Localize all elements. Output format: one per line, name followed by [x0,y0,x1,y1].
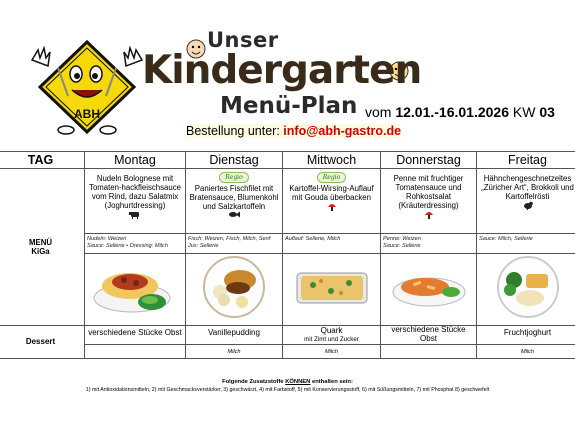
day-header-thursday: Donnerstag [381,152,477,169]
week-range [365,104,555,120]
dessert-allergen-thursday [381,345,477,359]
allergen-line: Sauce: Milch, Sellerie [479,236,533,242]
dish-text-wednesday: Kartoffel-Wirsing-Auflauf mit Gouda überbacken [289,184,374,202]
allergen-cell-thursday [381,234,477,254]
dish-text-monday: Nudeln Bolognese mit Tomaten-hackfleischsauce vom Rind, dazu Salatmix (Joghurtdressing) [89,174,181,210]
header [0,0,575,150]
additives-title-pre: Folgende Zusatzstoffe [222,379,284,385]
order-line [186,124,401,138]
menu-label: MENÜ [29,238,52,247]
dish-cell-thursday [381,169,477,234]
allergen-line: Auflauf: Sellerie, Milch [285,236,341,242]
dessert-cell-monday [85,326,186,345]
dessert-text-monday: verschiedene Stücke Obst [88,328,182,337]
dessert-text-friday: Fruchtjoghurt [503,328,552,337]
allergen-cell-tuesday [186,234,283,254]
casserole-image [291,265,373,309]
allergen-cell-wednesday [283,234,381,254]
food-image-monday [85,254,186,326]
mascot-label: ABH [74,107,100,121]
food-image-wednesday [283,254,381,326]
additives-list: 1) mit Antioxidationsmitteln, 2) mit Geschmacksverstärker, 3) geschwärzt, 4) mit Farbstoff, 5) mit Konservierungsstoff, 6) mit Süßungsmitteln, 7) mit Phosphat 8) geschwefelt [85,387,490,393]
mushroom-icon [327,202,337,211]
additives-title-post: enthalten sein: [311,379,353,385]
day-header-wednesday: Mittwoch [283,152,381,169]
dessert-cell-tuesday [186,326,283,345]
dessert-allergen-row [0,345,575,359]
fish-plate-image [194,254,274,320]
dessert-allergen-friday: Milch [477,345,575,359]
dish-text-thursday: Penne mit fruchtiger Tomatensauce und Rohkostsalat (Kräuterdressing) [393,174,464,210]
dish-text-friday: Hähnchengeschnetzeltes „Züricher Art“, Brokkoli und Kartoffelrösti [481,174,574,201]
dessert-allergen-monday [85,345,186,359]
dish-cell-monday [85,169,186,234]
additives-title [0,379,575,385]
dish-cell-wednesday [283,169,381,234]
pasta-bolognese-image [90,256,180,318]
food-image-row [0,254,575,326]
dessert-text-tuesday: Vanillepudding [208,328,260,337]
dish-cell-friday [477,169,575,234]
allergen-line: Sauce: Sellerie • Dressing: Milch [87,242,168,249]
dish-row [0,169,575,234]
dessert-text-wednesday: Quark [320,326,343,335]
week-kw: KW [512,104,536,120]
allergen-line: Penne: Weizen [383,236,421,242]
dessert-allergen-wednesday: Milch [283,345,381,359]
day-header-friday: Freitag [477,152,575,169]
allergen-cell-monday [85,234,186,254]
food-image-friday [477,254,575,326]
kiga-label: KiGa [31,247,50,256]
dessert-cell-wednesday [283,326,381,345]
week-dates: 12.01.-16.01.2026 [395,104,509,120]
chicken-plate-image [488,254,568,320]
day-header-tuesday: Dienstag [186,152,283,169]
week-number: 03 [539,104,555,120]
chicken-icon [523,201,533,210]
allergen-line: Jus: Sellerie [188,242,219,249]
day-header-monday: Montag [85,152,186,169]
dessert-sub-wednesday: mit Zimt und Zucker [304,335,359,343]
order-label: Bestellung unter: [186,124,280,138]
week-prefix: vom [365,104,392,120]
regio-badge: Regio [317,172,346,183]
title-unser: Unser [207,28,279,52]
cow-icon [129,210,141,219]
abh-mascot-logo [28,38,146,136]
mushroom-icon [424,210,434,219]
dessert-allergen-tuesday: Milch [186,345,283,359]
allergen-line: Sauce: Sellerie [383,242,421,249]
order-email-link[interactable]: info@abh-gastro.de [283,124,402,138]
dish-cell-tuesday [186,169,283,234]
allergen-cell-friday [477,234,575,254]
dessert-cell-thursday [381,326,477,345]
dessert-row [0,326,575,345]
allergen-line: Fisch: Weizen, Fisch, Milch, Senf [188,236,271,242]
food-image-tuesday [186,254,283,326]
allergen-line: Nudeln: Weizen [87,236,127,242]
dessert-cell-friday [477,326,575,345]
menu-table [0,151,575,359]
fish-icon [228,211,240,218]
food-image-thursday [381,254,477,326]
day-header-row [0,152,575,169]
dessert-text-thursday: verschiedene Stücke Obst [391,325,466,343]
title-kindergarten: Kindergarten [142,48,422,93]
dish-text-tuesday: Paniertes Fischfilet mit Bratensauce, Blumenkohl und Salzkartoffeln [189,184,279,211]
additives-title-underlined: KÖNNEN [285,379,311,385]
tag-header: TAG [0,152,85,169]
regio-badge: Regio [219,172,248,183]
title-menu-plan: Menü-Plan [220,93,358,119]
menu-kiga-label [0,169,85,326]
allergen-row [0,234,575,254]
penne-image [389,262,469,312]
dessert-label: Dessert [0,326,85,359]
